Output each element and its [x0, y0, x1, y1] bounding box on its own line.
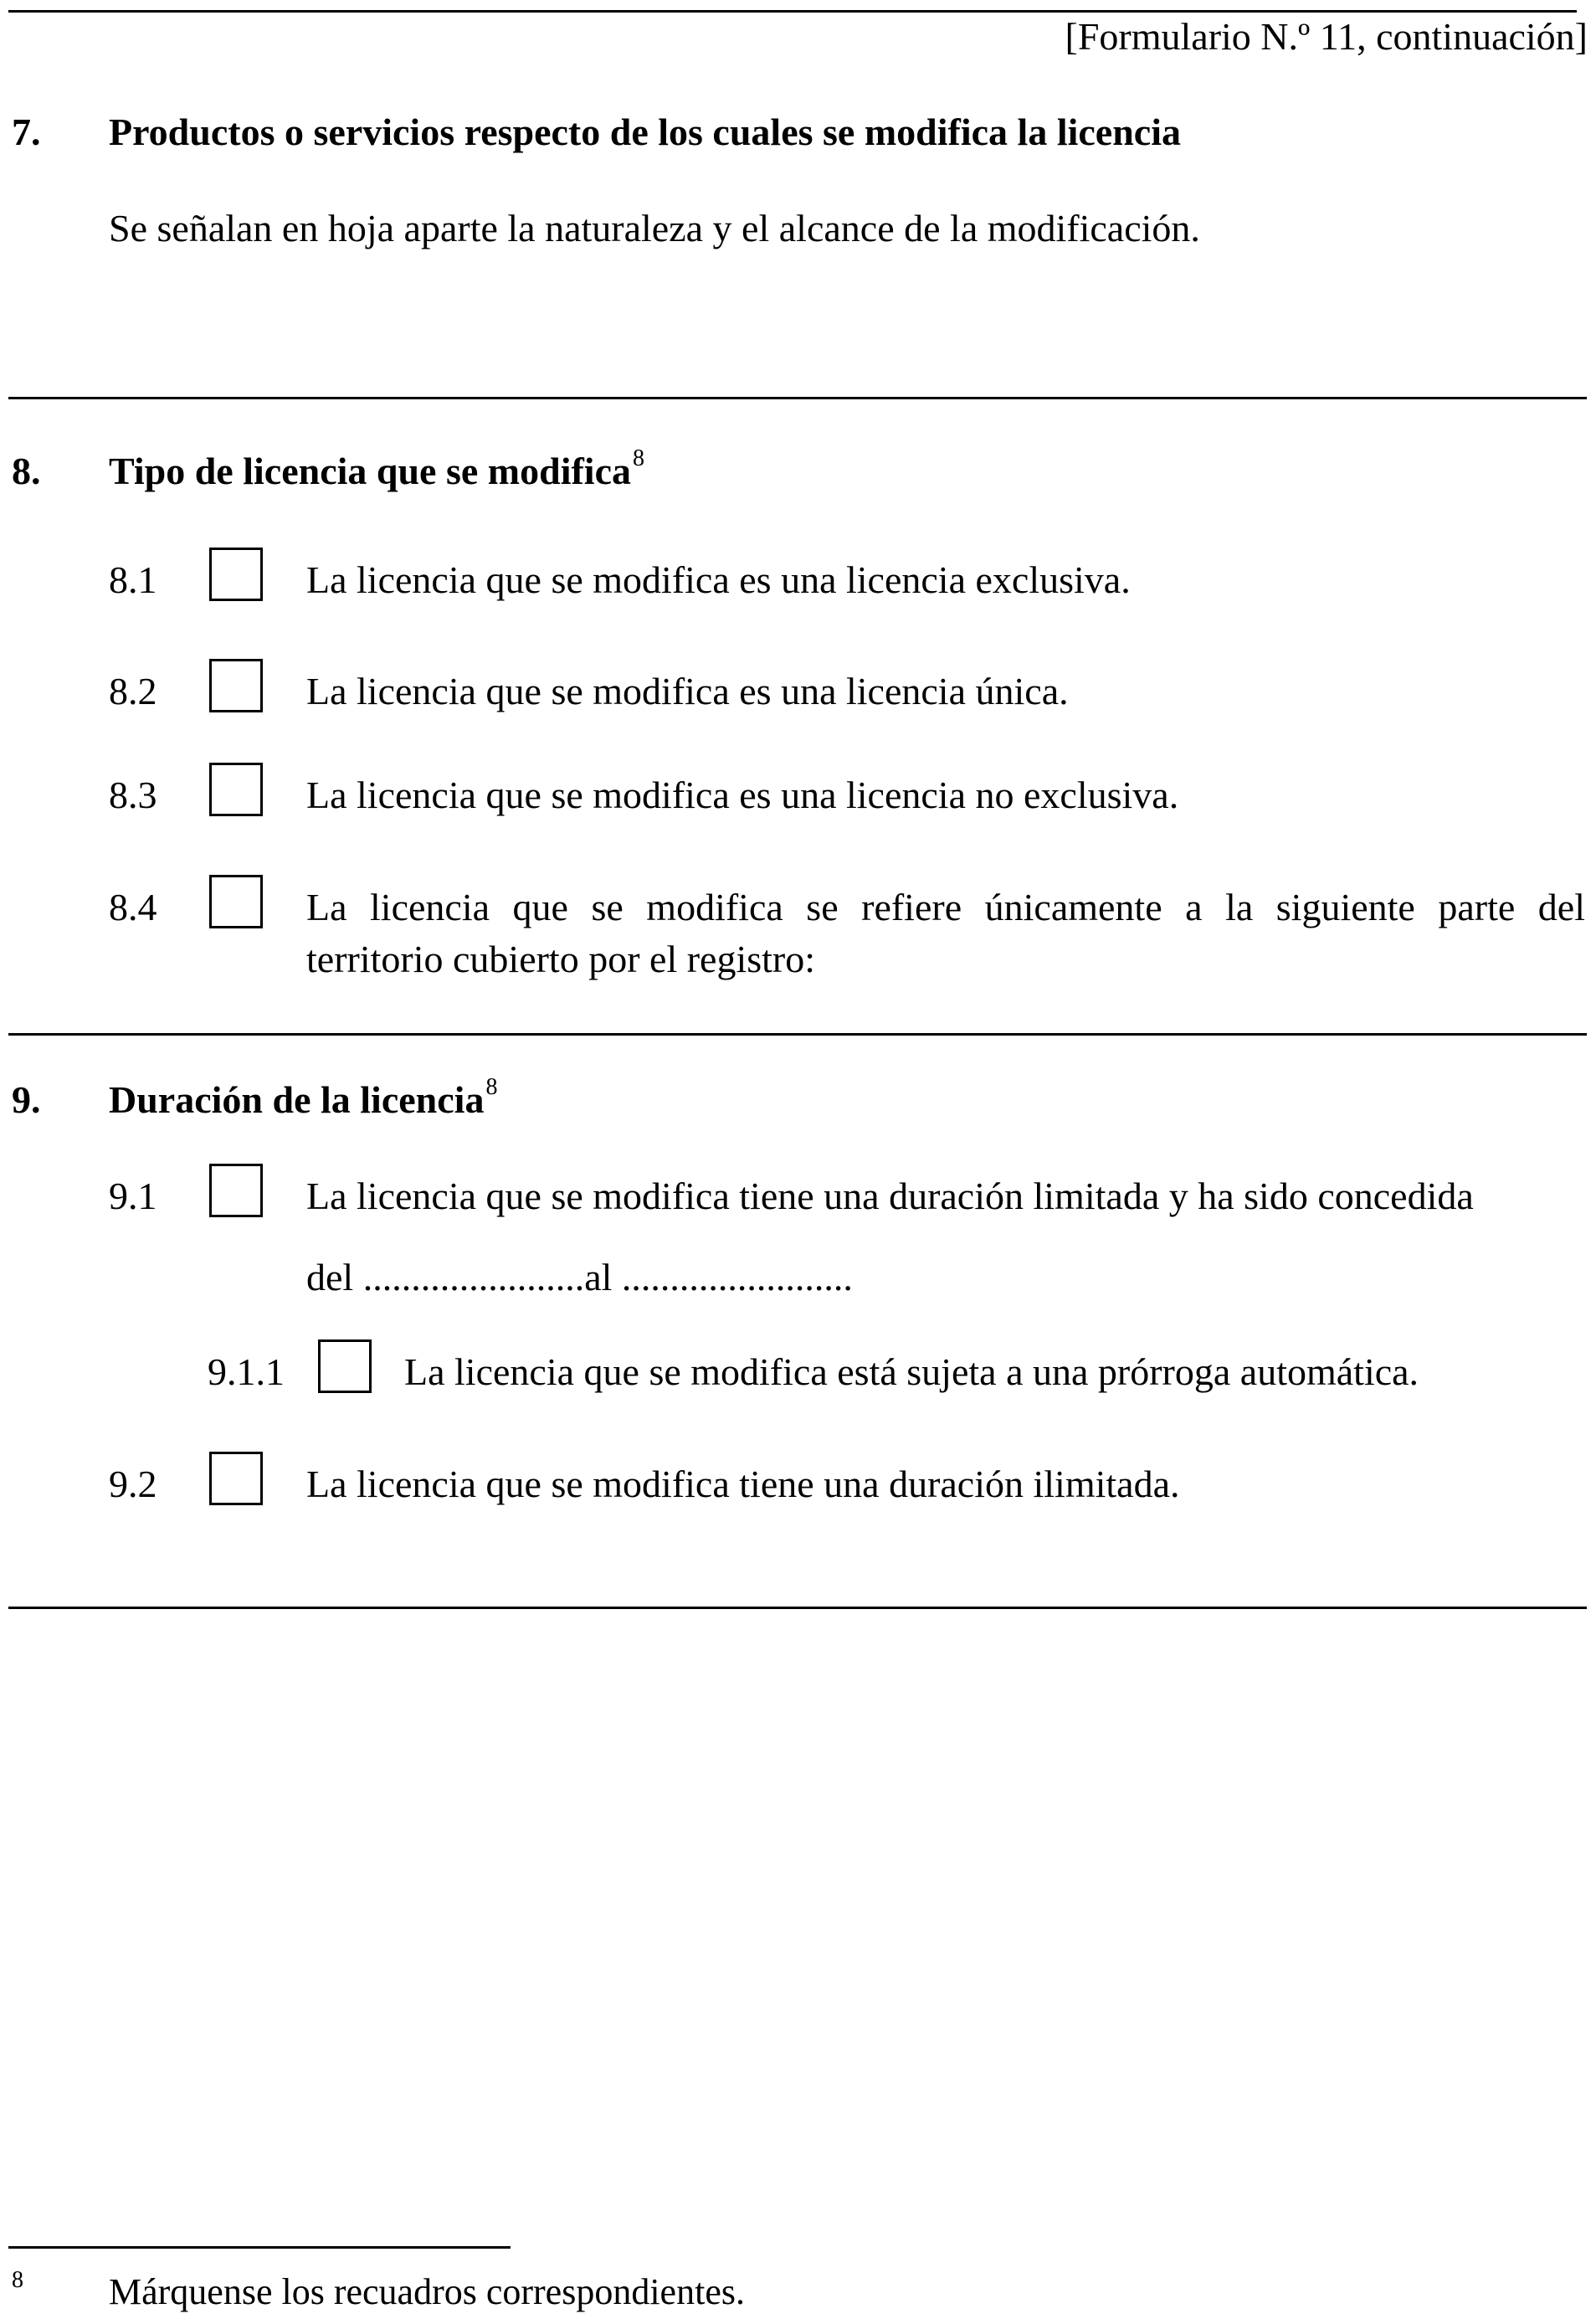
option-8-1-checkbox[interactable] — [209, 548, 263, 601]
option-8-2-number: 8.2 — [109, 670, 157, 712]
option-9-2-label: La licencia que se modifica tiene una duración ilimitada. — [306, 1463, 1180, 1505]
footnote-reference: 8 — [485, 1074, 498, 1100]
option-9-1-1-label: La licencia que se modifica está sujeta a una prórroga automática. — [404, 1350, 1419, 1393]
section-9-number: 9. — [12, 1078, 41, 1121]
footnote-marker: 8 — [12, 2267, 23, 2293]
footnote-text: Márquense los recuadros correspondientes. — [109, 2271, 745, 2312]
option-8-2-checkbox[interactable] — [209, 659, 263, 712]
option-9-2-number: 9.2 — [109, 1463, 157, 1505]
option-8-3-label: La licencia que se modifica es una licencia no exclusiva. — [306, 774, 1179, 816]
option-9-2-checkbox[interactable] — [209, 1452, 263, 1505]
section-8-title-text: Tipo de licencia que se modifica — [109, 450, 631, 492]
option-9-1-number: 9.1 — [109, 1175, 157, 1217]
option-9-1-1-number: 9.1.1 — [208, 1350, 285, 1393]
option-8-4-label-line1: La licencia que se modifica se refiere únicamente a la siguiente parte del — [306, 886, 1585, 928]
option-9-1-label: La licencia que se modifica tiene una duración limitada y ha sido concedida — [306, 1175, 1474, 1217]
section-8-number: 8. — [12, 450, 41, 492]
option-8-1-number: 8.1 — [109, 558, 157, 601]
option-8-2-label: La licencia que se modifica es una licencia única. — [306, 670, 1069, 712]
section-9-title-text: Duración de la licencia — [109, 1078, 485, 1121]
option-9-1-dates: del .......................al ........................ — [306, 1256, 853, 1298]
footnote-separator — [8, 2246, 511, 2249]
option-8-3-number: 8.3 — [109, 774, 157, 816]
option-8-4-number: 8.4 — [109, 886, 157, 928]
section-divider — [8, 397, 1587, 399]
section-7-text: Se señalan en hoja aparte la naturaleza y el alcance de la modificación. — [109, 207, 1200, 249]
option-8-4-label-line2: territorio cubierto por el registro: — [306, 938, 816, 980]
option-8-4-checkbox[interactable] — [209, 875, 263, 928]
section-7-number: 7. — [12, 111, 41, 153]
section-9-title — [109, 1074, 498, 1129]
top-rule — [8, 10, 1577, 13]
section-divider — [8, 1033, 1587, 1036]
option-9-1-checkbox[interactable] — [209, 1164, 263, 1217]
section-divider — [8, 1607, 1587, 1609]
option-8-3-checkbox[interactable] — [209, 763, 263, 816]
option-9-1-1-checkbox[interactable] — [318, 1339, 372, 1393]
section-7-title: Productos o servicios respecto de los cuales se modifica la licencia — [109, 111, 1181, 153]
footnote-reference: 8 — [633, 445, 644, 471]
section-8-title — [109, 445, 644, 501]
form-reference: [Formulario N.º 11, continuación] — [1065, 15, 1588, 58]
option-8-1-label: La licencia que se modifica es una licencia exclusiva. — [306, 558, 1131, 601]
